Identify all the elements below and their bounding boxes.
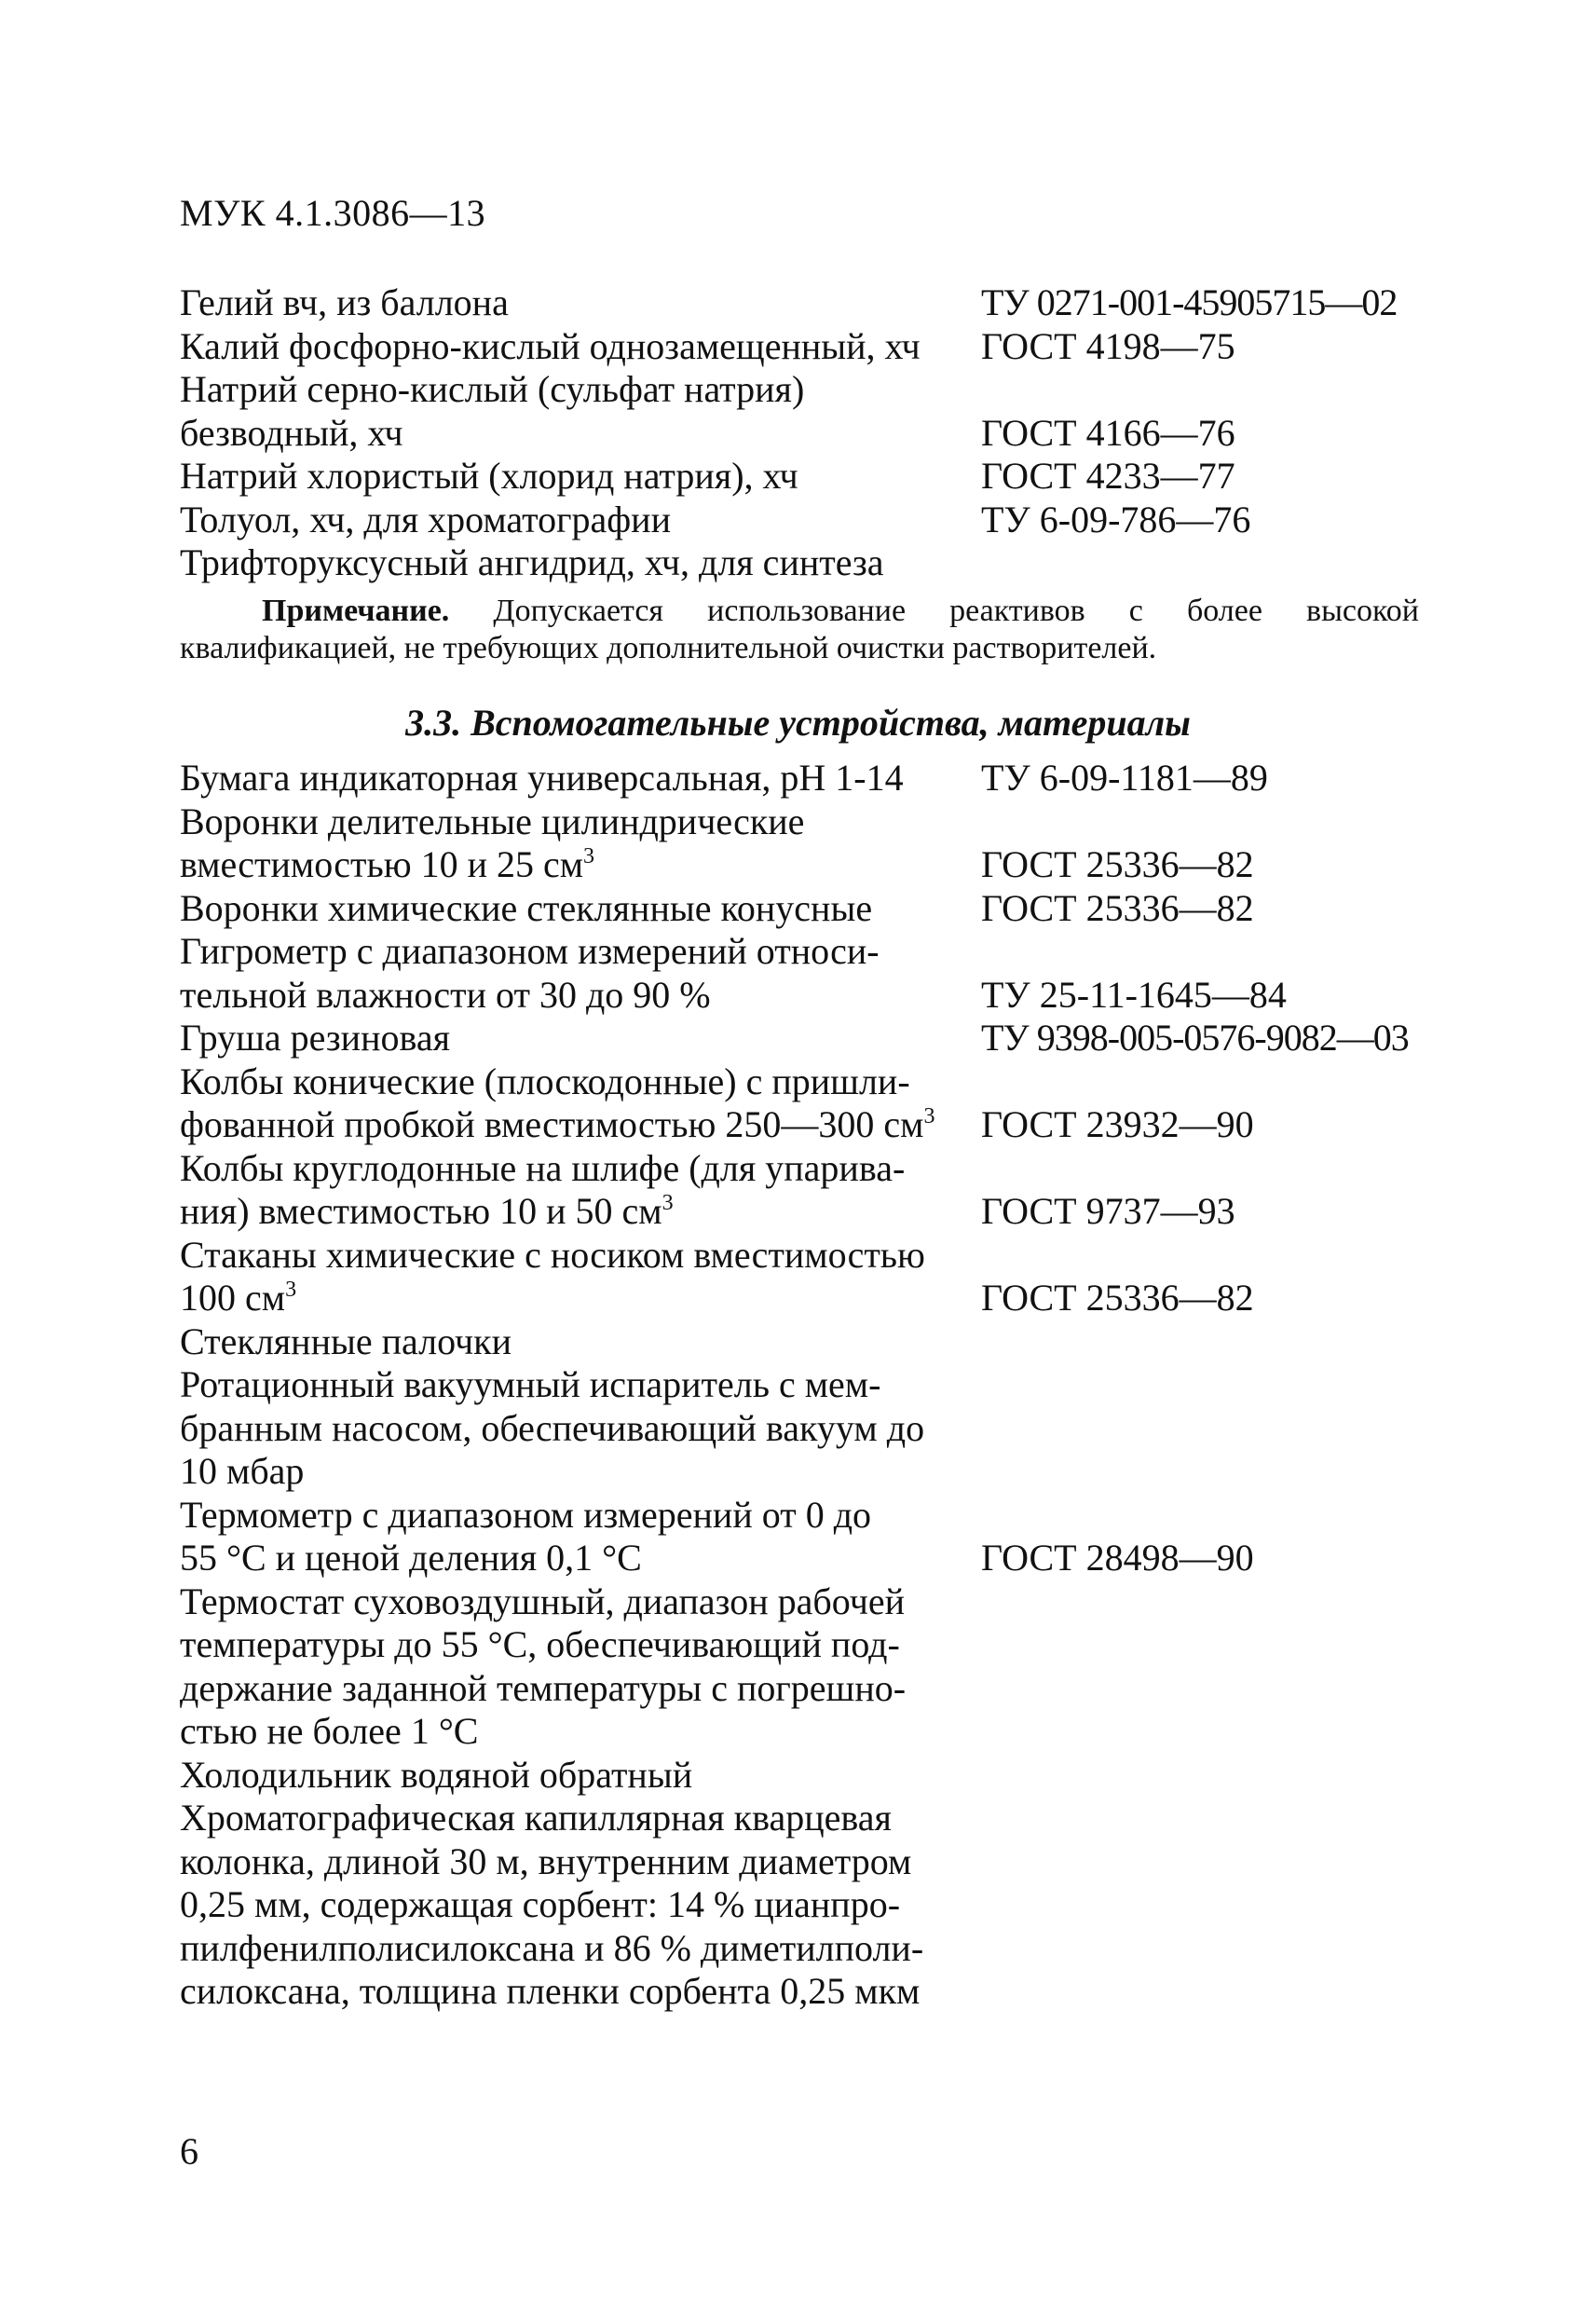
equipment-row-standard: [981, 1754, 1466, 1798]
reagent-row: [180, 541, 1466, 585]
reagent-row-standard: ГОСТ 4198—75: [981, 324, 1235, 367]
equipment-row: [180, 1363, 1466, 1407]
equipment-row-standard: [981, 1710, 1466, 1754]
equipment-row-standard: [981, 1450, 1466, 1494]
equipment-row-standard: ГОСТ 28498—90: [981, 1537, 1254, 1579]
equipment-row-text: Колбы круглодонные на шлифе (для упарива-: [180, 1146, 906, 1189]
equipment-list: [180, 757, 1466, 2014]
equipment-row-text: тельной влажности от 30 до 90 %: [180, 973, 711, 1016]
reagent-row-standard: ГОСТ 4166—76: [981, 411, 1235, 454]
equipment-row-text: держание заданной температуры с погрешно-: [180, 1666, 907, 1709]
equipment-row: [180, 1710, 1466, 1754]
reagent-row: [180, 325, 1466, 369]
equipment-row-standard: [981, 1970, 1466, 2014]
equipment-row-text: Воронки химические стеклянные конусные: [180, 886, 873, 929]
equipment-row-standard: [981, 1494, 1466, 1538]
superscript: 3: [662, 1191, 674, 1215]
equipment-row-text: силоксана, толщина пленки сорбента 0,25 мкм: [180, 1970, 921, 2012]
equipment-row: [180, 887, 1466, 931]
equipment-row: [180, 1450, 1466, 1494]
equipment-row-text: Стаканы химические с носиком вместимостью: [180, 1233, 925, 1276]
equipment-row-standard: ГОСТ 9737—93: [981, 1190, 1235, 1232]
superscript: 3: [285, 1278, 297, 1302]
superscript: 3: [583, 844, 595, 868]
reagent-row-standard: [981, 541, 1466, 585]
equipment-row-text: вместимостью 10 и 25 $см^3$: [180, 843, 595, 885]
equipment-row-text: Груша резиновая: [180, 1017, 450, 1059]
reagent-row-text: Натрий хлористый (хлорид натрия), хч: [180, 455, 798, 497]
equipment-row: [180, 1840, 1466, 1884]
equipment-row: [180, 1883, 1466, 1927]
equipment-row-text: Термометр с диапазоном измерений от 0 до: [180, 1493, 872, 1536]
reagent-row-text: Гелий вч, из баллона: [180, 281, 509, 323]
equipment-row-text: колонка, длиной 30 м, внутренним диаметром: [180, 1839, 912, 1882]
equipment-row: [180, 1060, 1466, 1104]
equipment-row: [180, 1927, 1466, 1971]
equipment-row-text: фованной пробкой вместимостью 250—300 $см^3$: [180, 1103, 935, 1145]
equipment-row: [180, 1623, 1466, 1667]
page-number: 6: [180, 2130, 198, 2172]
equipment-row-text: бранным насосом, обеспечивающий вакуум до: [180, 1406, 925, 1449]
reagent-row: [180, 499, 1466, 542]
document-code: МУК 4.1.3086—13: [180, 192, 486, 234]
equipment-row-text: Колбы конические (плоскодонные) с пришли-: [180, 1060, 910, 1102]
equipment-row-standard: ГОСТ 25336—82: [981, 886, 1254, 929]
reagents-list: [180, 281, 1466, 585]
equipment-row-text: Холодильник водяной обратный: [180, 1753, 693, 1796]
equipment-row: [180, 930, 1466, 974]
equipment-row-standard: ГОСТ 23932—90: [981, 1103, 1254, 1145]
equipment-row-standard: [981, 1407, 1466, 1451]
equipment-row-text: температуры до 55 °С, обеспечивающий под-: [180, 1623, 900, 1665]
equipment-row: [180, 1320, 1466, 1364]
reagent-row: [180, 368, 1466, 412]
equipment-row-text: 55 °С и ценой деления 0,1 °С: [180, 1537, 642, 1579]
equipment-row-text: Термостат суховоздушный, диапазон рабочей: [180, 1579, 905, 1622]
note-label: Примечание.: [262, 594, 450, 628]
equipment-row: [180, 1103, 1466, 1147]
equipment-row-standard: [981, 1234, 1466, 1278]
equipment-row-standard: ГОСТ 25336—82: [981, 1277, 1254, 1319]
equipment-row-text: Гигрометр с диапазоном измерений относи-: [180, 930, 880, 972]
equipment-row: [180, 1017, 1466, 1060]
equipment-row-standard: [981, 1927, 1466, 1971]
reagent-row-standard: ТУ 6-09-786—76: [981, 498, 1251, 540]
reagent-row-text: Натрий серно-кислый (сульфат натрия): [180, 368, 805, 410]
equipment-row: [180, 1234, 1466, 1278]
equipment-row-text: Хроматографическая капиллярная кварцевая: [180, 1797, 892, 1839]
equipment-row-standard: [981, 1147, 1466, 1191]
equipment-row: [180, 757, 1466, 800]
equipment-row-text: 100 $см^3$: [180, 1277, 297, 1319]
equipment-row: [180, 1754, 1466, 1798]
equipment-row-standard: [981, 1797, 1466, 1840]
equipment-row: [180, 800, 1466, 844]
equipment-row: [180, 1147, 1466, 1191]
equipment-row-text: Бумага индикаторная универсальная, рН 1-14: [180, 757, 904, 799]
note: [180, 593, 1419, 667]
equipment-row-standard: [981, 1060, 1466, 1104]
equipment-row-standard: ТУ 9398-005-0576-9082—03: [981, 1017, 1409, 1059]
equipment-row: [180, 974, 1466, 1018]
reagent-row: [180, 281, 1466, 325]
reagent-row-standard: ТУ 0271-001-45905715—02: [981, 281, 1398, 323]
equipment-row: [180, 1580, 1466, 1624]
reagent-row-text: Калий фосфорно-кислый однозамещенный, хч: [180, 324, 921, 367]
equipment-row-standard: [981, 1883, 1466, 1927]
reagent-row: [180, 412, 1466, 456]
reagent-row: [180, 455, 1466, 499]
equipment-row-text: пилфенилполисилоксана и 86 % диметилполи-: [180, 1926, 924, 1969]
equipment-row-text: Ротационный вакуумный испаритель с мем-: [180, 1363, 881, 1405]
equipment-row-standard: [981, 930, 1466, 974]
equipment-row-standard: [981, 1623, 1466, 1667]
equipment-row-standard: [981, 1667, 1466, 1711]
reagent-row-text: безводный, хч: [180, 411, 403, 454]
equipment-row-standard: [981, 800, 1466, 844]
superscript: 3: [923, 1104, 935, 1128]
equipment-row-standard: [981, 1363, 1466, 1407]
reagent-row-text: Трифторуксусный ангидрид, хч, для синтеза: [180, 541, 884, 583]
equipment-row: [180, 1970, 1466, 2014]
equipment-row-standard: ТУ 25-11-1645—84: [981, 973, 1287, 1016]
equipment-row: [180, 1407, 1466, 1451]
equipment-row: [180, 843, 1466, 887]
reagent-row-standard: ГОСТ 4233—77: [981, 455, 1235, 497]
equipment-row-text: Воронки делительные цилиндрические: [180, 800, 805, 842]
equipment-row: [180, 1494, 1466, 1538]
equipment-row-standard: ГОСТ 25336—82: [981, 843, 1254, 885]
equipment-row-standard: [981, 1580, 1466, 1624]
equipment-row-text: 10 мбар: [180, 1450, 305, 1492]
equipment-row: [180, 1667, 1466, 1711]
equipment-row-text: 0,25 мм, содержащая сорбент: 14 % цианпро-: [180, 1883, 901, 1925]
equipment-row: [180, 1190, 1466, 1234]
section-title: 3.3. Вспомогательные устройства, материалы: [405, 702, 1191, 744]
equipment-row: [180, 1277, 1466, 1320]
equipment-row-text: ния) вместимостью 10 и 50 $см^3$: [180, 1190, 674, 1232]
equipment-row-standard: [981, 1840, 1466, 1884]
equipment-row-standard: [981, 1320, 1466, 1364]
note-text: Допускается использование реактивов с более высокой квалификацией, не требующих дополнительной очистки растворителей.: [180, 594, 1419, 665]
reagent-row-text: Толуол, хч, для хроматографии: [180, 498, 671, 540]
equipment-row-text: Стеклянные палочки: [180, 1320, 512, 1362]
equipment-row: [180, 1537, 1466, 1580]
equipment-row: [180, 1797, 1466, 1840]
equipment-row-text: стью не более 1 °С: [180, 1710, 479, 1752]
reagent-row-standard: [981, 368, 1466, 412]
equipment-row-standard: ТУ 6-09-1181—89: [981, 757, 1268, 799]
